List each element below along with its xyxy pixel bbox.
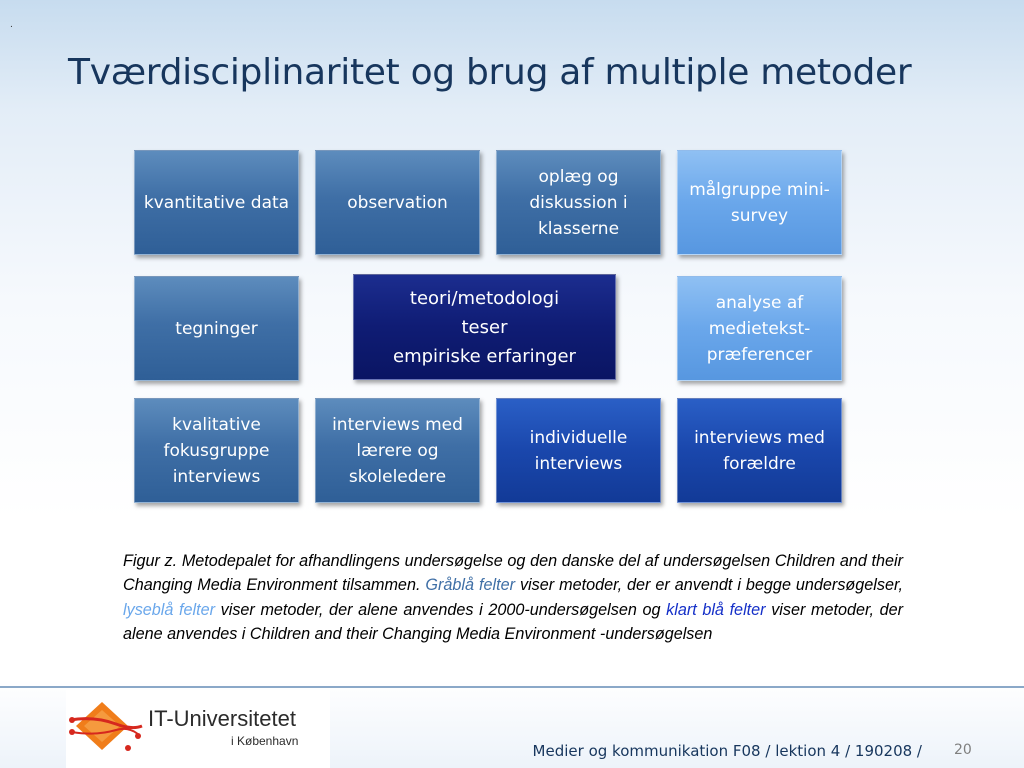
caption-graybl-phrase: Gråblå felter	[425, 576, 515, 595]
caption-text-4: viser metoder, der alene anvendes i Children and their Changing Media Environment -undersøgelsen	[123, 600, 904, 644]
method-tile-interviews-laerere: interviews med lærere og skoleledere	[315, 398, 480, 503]
caption-clearbl-phrase: klart blå felter	[666, 600, 766, 619]
caption-lightbl-phrase: lyseblå felter	[123, 600, 216, 619]
footer-divider	[0, 686, 1024, 688]
itu-logo	[66, 690, 330, 768]
method-tile-individuelle-interviews: individuelle interviews	[496, 398, 661, 503]
method-tile-tegninger: tegninger	[134, 276, 299, 381]
page-number: 20	[954, 742, 972, 758]
footer-course-text: Medier og kommunikation F08 / lektion 4 / 190208 /	[532, 742, 922, 760]
slide-title: Tværdisciplinaritet og brug af multiple metoder	[68, 52, 912, 93]
method-tile-kvantitative-data: kvantitative data	[134, 150, 299, 255]
center-tile-teori-metodologi: teori/metodologi teser empiriske erfaringer	[353, 274, 616, 380]
method-tile-interviews-foraeldre: interviews med forældre	[677, 398, 842, 503]
caption-text-3: viser metoder, der alene anvendes i 2000-undersøgelsen og	[215, 600, 667, 619]
method-tile-oplaeg-diskussion: oplæg og diskussion i klasserne	[496, 150, 661, 255]
caption-text-2: viser metoder, der er anvendt i begge undersøgelser,	[514, 576, 903, 595]
figure-caption	[123, 549, 903, 647]
caption-text-1: Figur z. Metodepalet for afhandlingens undersøgelse og den danske del af undersøgelsen Children and their Changing Media Environment tilsammen.	[123, 552, 903, 595]
method-tile-analyse-medietekst: analyse af medietekst- præferencer	[677, 276, 842, 381]
method-tile-kvalitative-fokusgruppe: kvalitative fokusgruppe interviews	[134, 398, 299, 503]
logo-title: IT-Universitetet	[148, 706, 296, 731]
itu-logo-mark-icon	[66, 696, 146, 762]
logo-subtitle: i København	[231, 734, 299, 748]
method-tile-observation: observation	[315, 150, 480, 255]
corner-mark: .	[10, 20, 13, 30]
method-tile-maalgruppe-survey: målgruppe mini- survey	[677, 150, 842, 255]
